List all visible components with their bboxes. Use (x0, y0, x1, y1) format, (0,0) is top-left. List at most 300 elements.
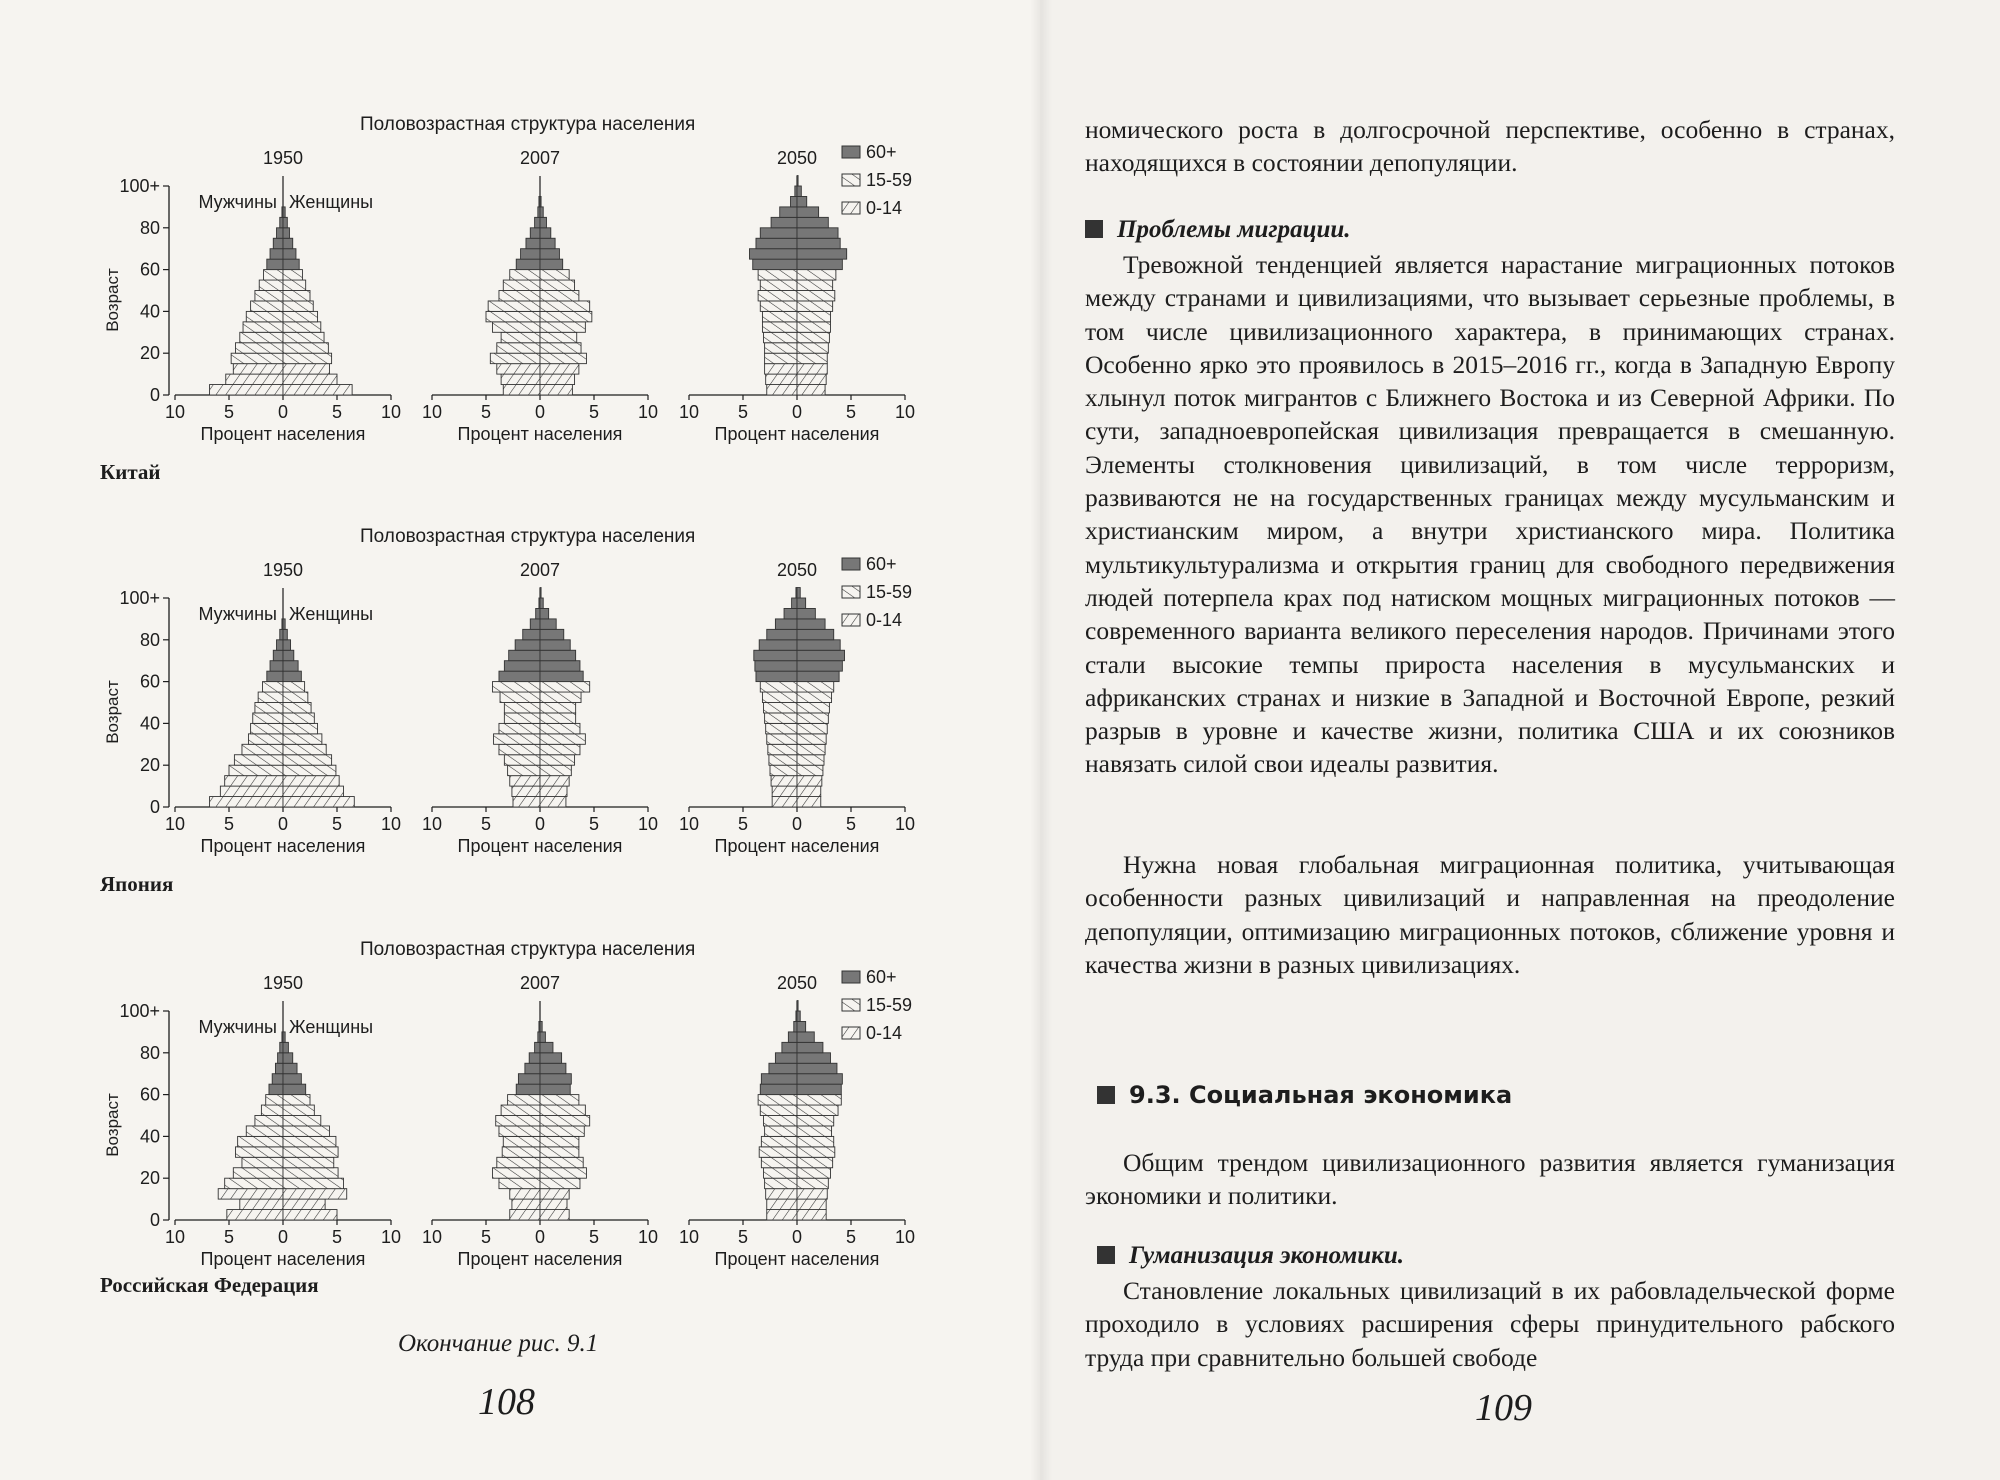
bar-female (797, 1178, 828, 1188)
legend-label: 60+ (866, 967, 897, 987)
bar-male (756, 238, 797, 248)
bar-female (540, 755, 575, 765)
bar-female (540, 619, 556, 629)
bar-female (283, 1053, 293, 1063)
bar-male (490, 353, 540, 363)
bar-male (771, 776, 797, 786)
bar-female (797, 1210, 826, 1220)
bar-male (246, 1126, 283, 1136)
bar-male (210, 385, 283, 395)
bar-female (540, 723, 580, 733)
bar-female (540, 713, 576, 723)
pyramid-chart-russia (90, 925, 930, 1325)
bar-male (766, 723, 797, 733)
x-tick-label: 0 (277, 1227, 289, 1247)
bar-female (797, 765, 823, 775)
bar-female (283, 343, 328, 353)
bar-female (283, 1147, 338, 1157)
bar-female (797, 1001, 798, 1011)
bar-male (497, 1157, 540, 1167)
bar-female (797, 238, 840, 248)
bar-female (797, 364, 827, 374)
bar-female (797, 1189, 827, 1199)
x-tick-label: 10 (380, 402, 402, 422)
bar-female (283, 671, 301, 681)
bar-male (794, 1021, 797, 1031)
bar-female (283, 661, 298, 671)
pyramid-chart-china (90, 100, 930, 500)
bar-male (767, 1199, 797, 1209)
bar-male (764, 1168, 797, 1178)
x-tick-label: 5 (845, 402, 857, 422)
bar-female (797, 311, 830, 321)
bar-female (540, 1168, 586, 1178)
bar-male (753, 259, 797, 269)
legend-swatch (842, 614, 860, 626)
bar-female (540, 1084, 570, 1094)
bar-female (797, 1116, 834, 1126)
bar-male (765, 1178, 797, 1188)
paragraph-migration (1085, 248, 1895, 781)
x-tick-label: 5 (737, 1227, 749, 1247)
bar-male (526, 238, 540, 248)
x-tick-label: 0 (534, 1227, 546, 1247)
bar-male (769, 755, 797, 765)
bullet-square-icon (1097, 1246, 1115, 1264)
bar-male (771, 217, 797, 227)
bar-female (540, 661, 580, 671)
bar-male (266, 1095, 283, 1105)
bar-male (761, 1074, 797, 1084)
bar-male (510, 1210, 540, 1220)
paragraph-text: Становление локальных цивилизаций в их рабовладельческой форме проходило в условиях расширения сферы принудительного рабского труда при сравнительно большей свободе (1085, 1276, 1895, 1372)
paragraph-migration-policy (1085, 848, 1895, 981)
panel-title: Половозрастная структура населения (360, 114, 696, 135)
bar-male (760, 682, 797, 692)
bar-male (242, 744, 283, 754)
y-tick-label: 0 (149, 1210, 160, 1230)
x-tick-label: 0 (534, 402, 546, 422)
bar-female (540, 1042, 553, 1052)
year-label: 1950 (262, 148, 304, 168)
bar-female (540, 1116, 590, 1126)
y-axis-label: Возраст (103, 680, 122, 744)
x-tick-label: 5 (480, 1227, 492, 1247)
x-tick-label: 10 (637, 814, 659, 834)
y-tick-label: 40 (139, 713, 160, 734)
paragraph-text: Тревожной тенденцией является нарастание миграционных потоков между странами и цивилизациями, что вызывает серьезные проблемы, в том числе цивилизационного характера, в принимающих странах. Особенно ярко это проявилось в 2015–2016 гг., когда в Западную Европу хлынул поток мигрантов с Ближнего Востока и из Северной Африки. По сути, западноевропейская цивилизация превращается в смешанную. Элементы столкновения цивилизаций, в том числе терроризм, развиваются не на государственных границах между мусульманским и христианским миром, а внутри христианского мира. Политика мультикультурализма и открытия границ для свободного передвижения людей потерпела крах под натиском мощных миграционных потоков — современного варианта великого переселения народов. Причинами этого стали высокие темпы прироста населения в мусульманских и африканских странах и низкие в Западной и Восточной Европе, резкий разрыв в уровне и качестве жизни, политика США и их союзников навязать силой свои идеалы развития. (1085, 250, 1895, 779)
bar-male (503, 385, 540, 395)
bar-female (283, 1105, 314, 1115)
x-tick-label: 10 (164, 1227, 186, 1247)
bar-male (512, 1199, 540, 1209)
chart-panel-china (90, 100, 930, 500)
bar-female (797, 1157, 833, 1167)
bar-male (754, 650, 797, 660)
bar-female (797, 1032, 814, 1042)
bar-male (530, 619, 540, 629)
year-label: 2050 (776, 148, 818, 168)
y-tick-label: 40 (139, 1126, 160, 1147)
bar-female (540, 291, 579, 301)
bar-female (283, 1032, 285, 1042)
bar-female (797, 1199, 826, 1209)
bar-female (540, 385, 572, 395)
bar-male (499, 723, 540, 733)
bar-female (540, 776, 569, 786)
x-tick-label: 5 (737, 402, 749, 422)
x-tick-label: 5 (737, 814, 749, 834)
x-tick-label: 5 (845, 814, 857, 834)
bar-male (512, 786, 540, 796)
bar-female (540, 1178, 580, 1188)
bar-female (540, 671, 583, 681)
x-tick-label: 5 (588, 814, 600, 834)
bar-female (283, 322, 321, 332)
bar-male (233, 1168, 283, 1178)
bar-female (283, 1063, 297, 1073)
bar-female (540, 598, 543, 608)
bar-male (225, 776, 283, 786)
legend-label: 15-59 (866, 170, 913, 190)
bar-male (508, 765, 540, 775)
bar-female (540, 1210, 569, 1220)
legend-swatch (842, 1027, 860, 1039)
bar-male (760, 1105, 797, 1115)
x-tick-label: 10 (380, 1227, 402, 1247)
bar-male (535, 1042, 540, 1052)
bar-female (540, 640, 570, 650)
bar-male (767, 734, 797, 744)
bar-female (540, 1074, 571, 1084)
x-axis-label: Процент населения (457, 424, 623, 444)
bar-female (540, 1157, 583, 1167)
bar-male (277, 228, 283, 238)
bar-male (496, 1116, 540, 1126)
bar-male (510, 776, 540, 786)
x-tick-label: 5 (223, 814, 235, 834)
bar-female (797, 1105, 838, 1115)
year-label: 2007 (519, 973, 561, 993)
bar-male (494, 734, 540, 744)
bar-male (492, 682, 540, 692)
legend-label: 0-14 (866, 198, 903, 218)
bar-female (797, 374, 826, 384)
bar-male (501, 332, 540, 342)
bar-male (238, 1136, 283, 1146)
bar-male (497, 364, 540, 374)
y-axis-label: Возраст (103, 268, 122, 332)
bar-female (540, 280, 575, 290)
bar-male (529, 1053, 540, 1063)
x-tick-label: 5 (331, 402, 343, 422)
bar-female (540, 1095, 579, 1105)
bar-female (797, 332, 829, 342)
bar-male (536, 608, 540, 618)
bar-female (797, 682, 834, 692)
bar-female (283, 301, 313, 311)
bar-male (243, 322, 283, 332)
bar-female (797, 259, 842, 269)
bar-female (797, 301, 833, 311)
x-tick-label: 10 (421, 1227, 443, 1247)
y-tick-label: 20 (139, 755, 160, 776)
bar-male (235, 1147, 283, 1157)
bar-male (210, 797, 283, 807)
bar-female (283, 744, 326, 754)
bar-female (283, 734, 322, 744)
bar-male (756, 671, 797, 681)
bar-female (797, 196, 807, 206)
bar-male (504, 703, 540, 713)
bar-male (780, 207, 797, 217)
x-tick-label: 10 (894, 814, 916, 834)
legend-label: 60+ (866, 142, 897, 162)
bar-female (283, 797, 354, 807)
bar-male (788, 1032, 797, 1042)
bar-female (540, 692, 581, 702)
bar-male (225, 1178, 283, 1188)
bar-female (540, 682, 590, 692)
bar-female (540, 744, 580, 754)
bar-male (765, 713, 797, 723)
x-tick-label: 5 (845, 1227, 857, 1247)
x-tick-label: 10 (637, 1227, 659, 1247)
bar-male (762, 311, 797, 321)
bar-female (540, 228, 551, 238)
bar-female (797, 1168, 830, 1178)
bar-male (270, 249, 283, 259)
bar-female (540, 1032, 545, 1042)
section-heading (1097, 1081, 1512, 1109)
bar-female (797, 1084, 841, 1094)
heading-migration (1085, 216, 1351, 244)
bar-male (791, 196, 797, 206)
bar-female (283, 713, 314, 723)
book-gutter (1030, 0, 1052, 1480)
bar-female (283, 1199, 325, 1209)
bar-female (797, 1147, 835, 1157)
bar-female (797, 786, 821, 796)
country-label: Япония (100, 872, 174, 896)
x-tick-label: 0 (534, 814, 546, 834)
paragraph-trend (1085, 1146, 1895, 1213)
x-tick-label: 5 (223, 402, 235, 422)
y-tick-label: 60 (139, 1084, 160, 1105)
bar-female (283, 238, 293, 248)
bar-male (501, 1105, 540, 1115)
bar-male (229, 765, 283, 775)
bar-male (231, 353, 283, 363)
bar-male (523, 629, 540, 639)
bar-male (758, 291, 797, 301)
bar-male (761, 1136, 797, 1146)
bar-female (283, 207, 285, 217)
bar-male (518, 1074, 540, 1084)
bar-male (764, 332, 797, 342)
bar-female (797, 280, 833, 290)
bar-male (782, 1042, 797, 1052)
panel-title: Половозрастная структура населения (360, 939, 696, 960)
legend-label: 0-14 (866, 1023, 903, 1043)
bar-male (770, 765, 797, 775)
bar-male (255, 1116, 283, 1126)
bar-male (772, 797, 797, 807)
bar-female (797, 629, 834, 639)
bar-female (283, 311, 318, 321)
bar-male (277, 640, 283, 650)
legend-swatch (842, 558, 860, 570)
bar-female (283, 1095, 310, 1105)
bar-female (540, 207, 543, 217)
bar-male (499, 671, 540, 681)
bar-male (760, 1084, 797, 1094)
bar-female (540, 1136, 579, 1146)
paragraph-text: Общим трендом цивилизационного развития является гуманизация экономики и политики. (1085, 1148, 1895, 1211)
y-tick-label: 0 (149, 385, 160, 405)
x-tick-label: 0 (791, 814, 803, 834)
bar-male (525, 1063, 540, 1073)
bar-female (283, 217, 287, 227)
bar-female (797, 723, 827, 733)
y-tick-label: 20 (139, 343, 160, 364)
bar-male (765, 353, 797, 363)
bar-male (762, 322, 797, 332)
bar-female (283, 703, 311, 713)
bar-female (540, 650, 576, 660)
bar-female (797, 1021, 806, 1031)
bar-female (540, 1063, 566, 1073)
x-tick-label: 10 (678, 1227, 700, 1247)
bar-male (497, 343, 540, 353)
x-tick-label: 0 (277, 402, 289, 422)
year-label: 2050 (776, 973, 818, 993)
bar-male (530, 228, 540, 238)
bar-female (797, 291, 835, 301)
y-tick-label: 0 (149, 797, 160, 817)
bar-male (765, 364, 797, 374)
heading-text: Проблемы миграции. (1117, 216, 1351, 243)
bar-female (540, 332, 577, 342)
male-label: Мужчины (198, 1017, 277, 1037)
bar-female (540, 311, 592, 321)
y-tick-label: 60 (139, 671, 160, 692)
bar-female (283, 755, 332, 765)
bar-male (765, 1126, 797, 1136)
bar-male (767, 385, 797, 395)
bar-female (283, 640, 291, 650)
bar-female (540, 364, 579, 374)
bar-female (283, 385, 352, 395)
bar-male (504, 755, 540, 765)
x-tick-label: 0 (791, 402, 803, 422)
bar-male (233, 364, 283, 374)
bar-male (499, 1126, 540, 1136)
x-axis-label: Процент населения (714, 836, 880, 856)
bar-female (283, 280, 306, 290)
bar-male (275, 1063, 283, 1073)
bar-female (797, 608, 815, 618)
y-tick-label: 100+ (119, 1001, 160, 1021)
bar-male (521, 249, 540, 259)
bar-female (797, 207, 819, 217)
country-label: Китай (100, 460, 161, 484)
bar-male (510, 270, 540, 280)
x-tick-label: 10 (380, 814, 402, 834)
bar-male (267, 671, 283, 681)
pyramid-chart-japan (90, 512, 930, 912)
x-axis-label: Процент населения (457, 836, 623, 856)
y-tick-label: 60 (139, 259, 160, 280)
bar-female (797, 588, 800, 598)
bar-male (248, 734, 283, 744)
bar-male (504, 713, 540, 723)
x-axis-label: Процент населения (714, 424, 880, 444)
bar-male (218, 1189, 283, 1199)
bar-male (251, 723, 283, 733)
bar-female (283, 374, 337, 384)
bar-female (797, 353, 827, 363)
x-tick-label: 10 (894, 1227, 916, 1247)
legend-label: 0-14 (866, 610, 903, 630)
bar-female (540, 1126, 584, 1136)
bar-female (283, 723, 318, 733)
bar-female (540, 301, 590, 311)
bar-female (283, 332, 324, 342)
bar-male (246, 311, 283, 321)
bar-female (540, 217, 546, 227)
legend-label: 60+ (866, 554, 897, 574)
bar-female (797, 385, 825, 395)
bar-male (234, 755, 283, 765)
bar-male (258, 692, 283, 702)
bar-male (492, 1168, 540, 1178)
bar-male (503, 1136, 540, 1146)
bar-female (540, 608, 549, 618)
page-number-left: 108 (478, 1381, 535, 1423)
bar-female (797, 713, 828, 723)
bar-female (797, 1042, 823, 1052)
bar-female (797, 270, 836, 280)
bar-female (540, 1053, 562, 1063)
legend-swatch (842, 202, 860, 214)
legend-swatch (842, 146, 860, 158)
bar-female (797, 1126, 832, 1136)
bar-female (797, 797, 821, 807)
bar-female (283, 776, 339, 786)
bar-female (283, 1168, 338, 1178)
bar-male (775, 1053, 797, 1063)
year-label: 1950 (262, 560, 304, 580)
bar-female (283, 364, 329, 374)
bar-female (540, 1147, 579, 1157)
bar-female (540, 1189, 569, 1199)
bar-female (797, 744, 825, 754)
bar-female (283, 1210, 337, 1220)
x-tick-label: 5 (331, 1227, 343, 1247)
bar-male (280, 217, 283, 227)
bar-male (492, 322, 540, 332)
bar-female (283, 692, 308, 702)
bar-male (769, 1063, 797, 1073)
bar-male (759, 640, 797, 650)
bar-male (273, 238, 283, 248)
x-tick-label: 0 (277, 814, 289, 834)
legend-label: 15-59 (866, 995, 913, 1015)
bar-male (760, 280, 797, 290)
x-tick-label: 5 (480, 814, 492, 834)
paragraph-text: номического роста в долгосрочной перспективе, особенно в странах, находящихся в состоянии депопуляции. (1085, 115, 1895, 178)
